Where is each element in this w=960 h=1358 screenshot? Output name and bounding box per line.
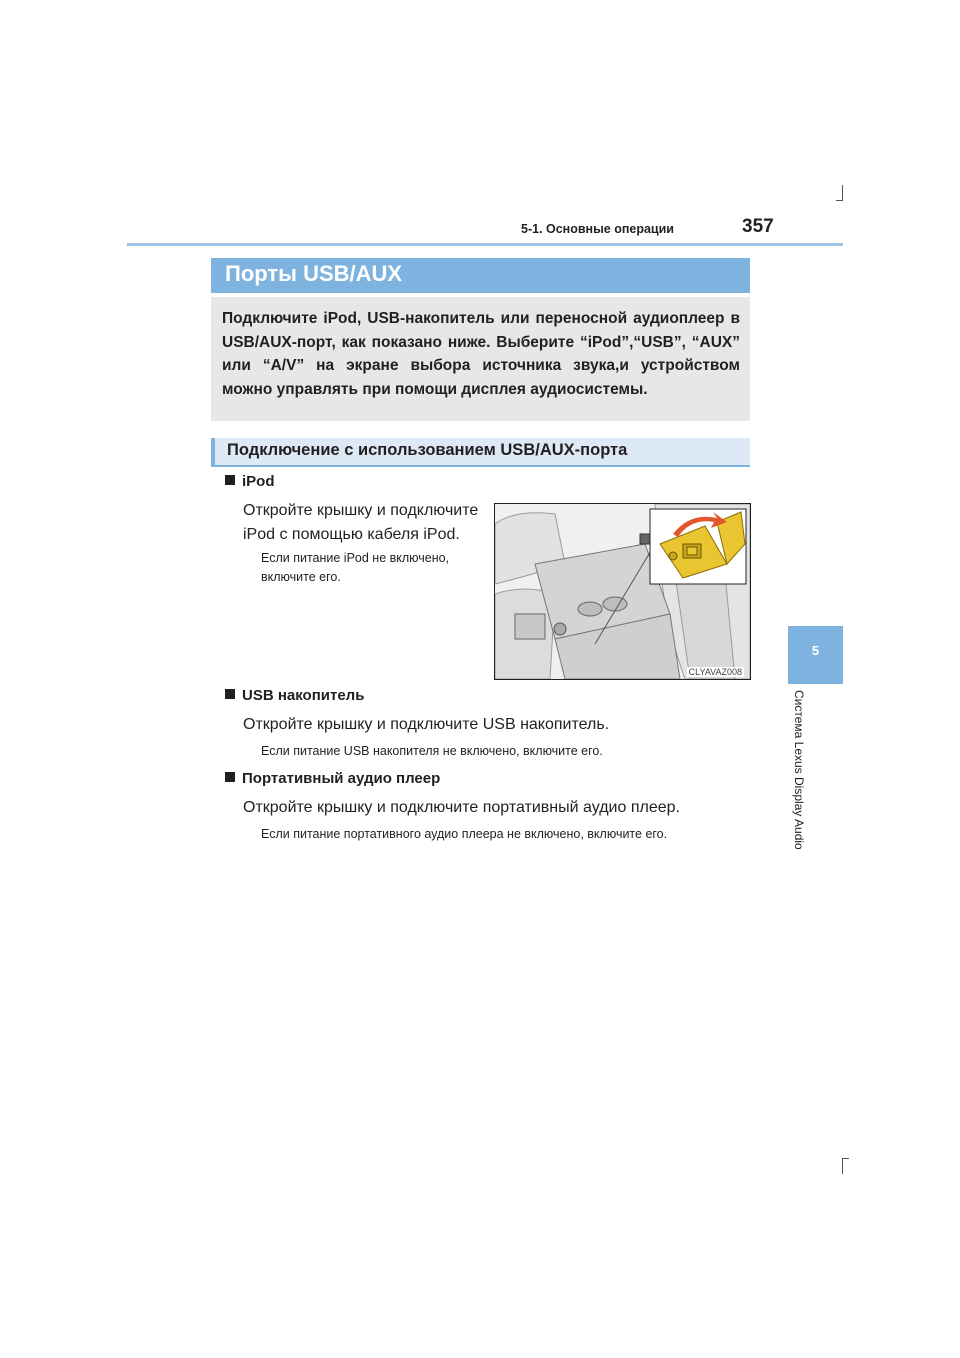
text-line: Откройте крышку и подключите bbox=[243, 502, 479, 519]
crop-mark bbox=[842, 1158, 849, 1159]
chapter-number: 5 bbox=[811, 643, 820, 658]
subsection-bar bbox=[211, 438, 750, 467]
crop-mark bbox=[836, 200, 843, 201]
illustration-code: CLYAVAZ008 bbox=[688, 667, 742, 677]
bullet-square-icon bbox=[225, 689, 235, 699]
note-line: Если питание портативного аудио плеера не включено, включите его. bbox=[261, 827, 668, 841]
section-title-bar bbox=[211, 258, 750, 293]
item-heading-usb bbox=[225, 687, 364, 704]
item-note-usb bbox=[261, 742, 603, 761]
subsection-title: Подключение с использованием USB/AUX-порта bbox=[227, 441, 628, 459]
chapter-label: Система Lexus Display Audio bbox=[792, 690, 806, 850]
text-line: Откройте крышку и подключите USB накопитель. bbox=[243, 716, 610, 733]
text-line: iPod с помощью кабеля iPod. bbox=[243, 526, 460, 543]
item-note-ipod bbox=[261, 549, 449, 587]
chapter-tab bbox=[788, 626, 843, 684]
item-text-ipod bbox=[243, 499, 478, 547]
item-heading-ipod bbox=[225, 473, 275, 490]
item-heading-portable-player bbox=[225, 770, 440, 787]
crop-mark bbox=[842, 185, 843, 201]
note-line: Если питание iPod не включено, bbox=[261, 551, 450, 565]
section-title: Порты USB/AUX bbox=[225, 261, 403, 286]
intro-box bbox=[211, 297, 750, 421]
bullet-square-icon bbox=[225, 475, 235, 485]
header-section-title: 5-1. Основные операции bbox=[521, 222, 674, 236]
center-console-usb-port-illustration bbox=[495, 504, 750, 679]
item-note-portable-player bbox=[261, 825, 667, 844]
item-heading-text: Портативный аудио плеер bbox=[242, 770, 441, 787]
subsection-accent bbox=[211, 438, 215, 467]
console-illustration bbox=[494, 503, 751, 680]
page-number: 357 bbox=[742, 216, 774, 237]
note-line: Если питание USB накопителя не включено, включите его. bbox=[261, 744, 603, 758]
item-heading-text: USB накопитель bbox=[242, 687, 365, 704]
item-text-portable-player bbox=[243, 796, 680, 820]
item-heading-text: iPod bbox=[242, 473, 275, 490]
header-rule bbox=[127, 243, 843, 246]
text-line: Откройте крышку и подключите портативный аудио плеер. bbox=[243, 799, 680, 816]
item-text-usb bbox=[243, 713, 609, 737]
bullet-square-icon bbox=[225, 772, 235, 782]
note-line: включите его. bbox=[261, 570, 341, 584]
intro-text: Подключите iPod, USB-накопитель или переносной аудиоплеер в USB/AUX-порт, как показано ниже. Выберите “iPod”,“USB”, “AUX” или “A/V” на экране выбора источника звука,и устройством можно управлять при помощи дисплея аудиосистемы. bbox=[222, 310, 740, 398]
crop-mark bbox=[842, 1158, 843, 1174]
